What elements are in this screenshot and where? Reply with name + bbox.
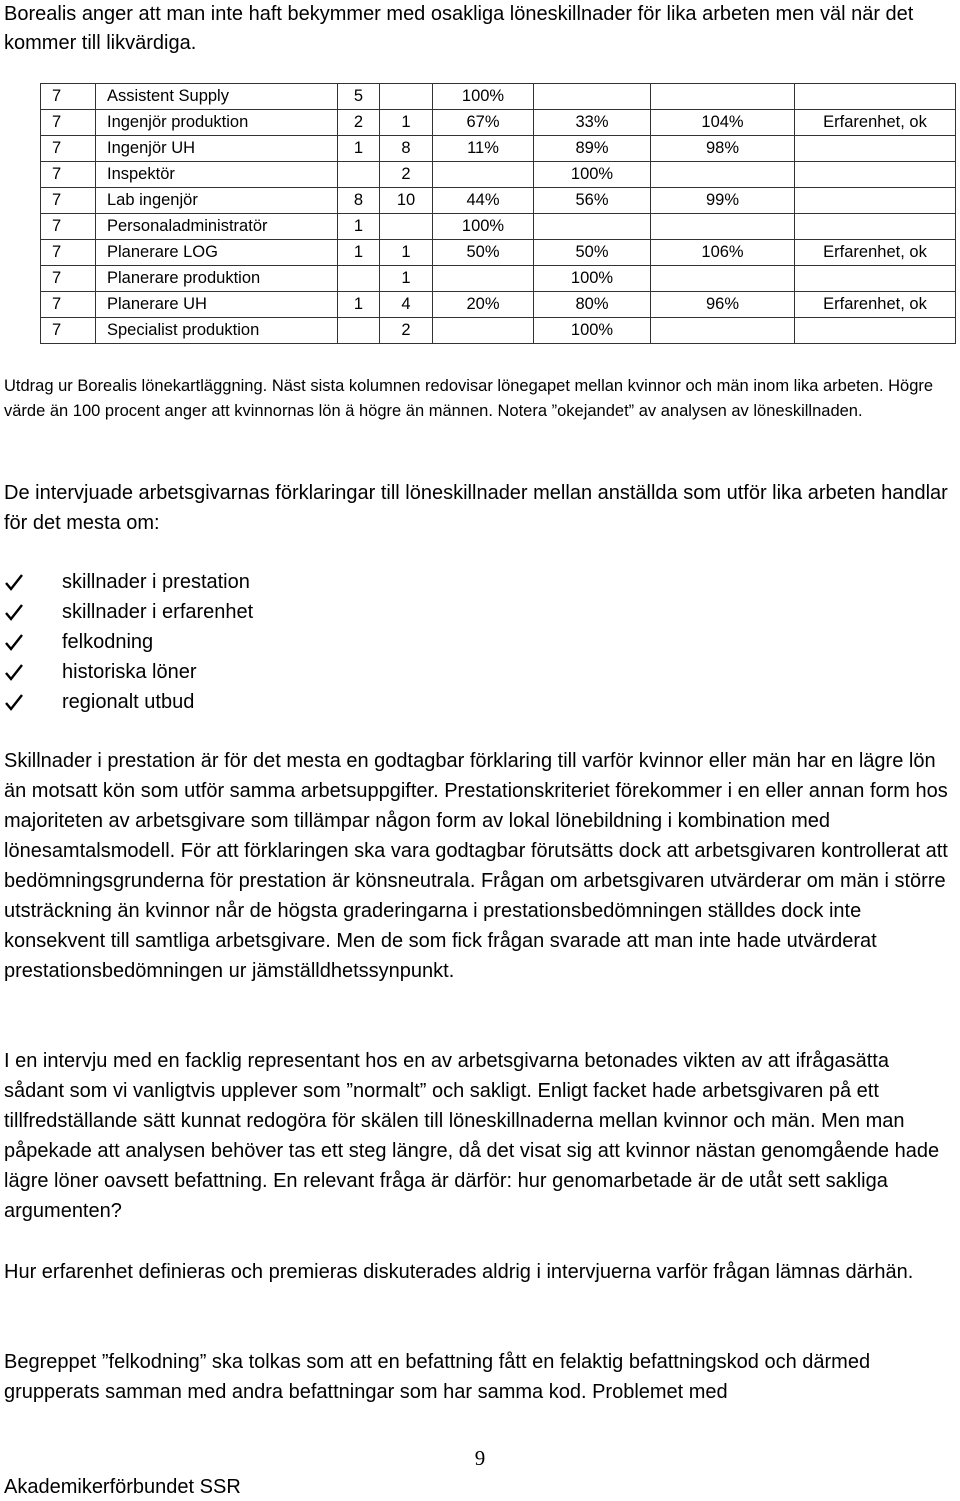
table-cell: 50% (433, 240, 534, 266)
table-cell: 98% (651, 136, 795, 162)
table-cell: Erfarenhet, ok (795, 110, 956, 136)
table-cell: Assistent Supply (96, 84, 338, 110)
table-cell: Lab ingenjör (96, 188, 338, 214)
table-cell (795, 318, 956, 344)
explanation-checklist (4, 567, 253, 717)
checklist-label: regionalt utbud (62, 691, 195, 713)
table-cell: 2 (338, 110, 380, 136)
table-cell: 7 (41, 110, 96, 136)
table-cell (433, 318, 534, 344)
table-cell: 100% (433, 84, 534, 110)
table-cell: Erfarenhet, ok (795, 240, 956, 266)
table-cell: 2 (380, 318, 433, 344)
table-cell: 1 (338, 292, 380, 318)
paragraph-explanations: De intervjuade arbetsgivarnas förklaringar till löneskillnader mellan anställda som utför lika arbeten handlar för det mesta om: (4, 482, 948, 534)
table-row (41, 240, 956, 266)
table-cell (338, 266, 380, 292)
table-cell (651, 84, 795, 110)
table-row (41, 84, 956, 110)
paragraph-performance: Skillnader i prestation är för det mesta en godtagbar förklaring till varför kvinnor eller män har en lägre lön än motsatt kön som utför samma arbetsuppgifter. Prestationskriteriet förekommer i en eller annan form hos majoriteten av arbetsgivare som tillämpar någon form av lokal lönebildning i kombination med lönesamtalsmodell. För att förklaringen ska vara godtagbar förutsätts dock att arbetsgivaren kontrollerat att bedömningsgrunderna för prestation är könsneutrala. Frågan om arbetsgivaren utvärderar om män i större utsträckning än kvinnor når de högsta graderingarna i prestationsbedömningen ställdes dock inte konsekvent till samtliga arbetsgivare. Men de som fick frågan svarade att man inte hade utvärderat prestationsbedömningen ur jämställdhetssynpunkt. (4, 750, 948, 982)
checklist-label: felkodning (62, 631, 154, 653)
table-cell (795, 136, 956, 162)
table-cell: Planerare LOG (96, 240, 338, 266)
checkmark-icon (4, 573, 62, 591)
table-row (41, 214, 956, 240)
table-cell (795, 266, 956, 292)
table-cell: 7 (41, 136, 96, 162)
table-cell: 1 (338, 136, 380, 162)
table-cell: 80% (534, 292, 651, 318)
table-cell: 1 (380, 240, 433, 266)
table-cell (534, 214, 651, 240)
salary-table (40, 83, 956, 344)
table-cell: Erfarenhet, ok (795, 292, 956, 318)
table-cell: Planerare UH (96, 292, 338, 318)
table-cell: 67% (433, 110, 534, 136)
table-row (41, 318, 956, 344)
table-cell (795, 162, 956, 188)
checklist-item (4, 657, 253, 687)
table-cell: 100% (534, 318, 651, 344)
checklist-label: skillnader i erfarenhet (62, 601, 254, 623)
table-cell: 96% (651, 292, 795, 318)
table-cell: 7 (41, 240, 96, 266)
table-cell: 20% (433, 292, 534, 318)
table-cell: 7 (41, 188, 96, 214)
table-cell (433, 266, 534, 292)
checklist-label: skillnader i prestation (62, 571, 250, 593)
table-cell: 5 (338, 84, 380, 110)
table-cell: Planerare produktion (96, 266, 338, 292)
table-cell (795, 84, 956, 110)
table-cell: Personaladministratör (96, 214, 338, 240)
checklist-label: historiska löner (62, 661, 197, 683)
paragraph-union-interview: I en intervju med en facklig representant hos en av arbetsgivarna betonades vikten av att ifrågasätta sådant som vi vanligtvis upplever som ”normalt” och sakligt. Enligt facket hade arbetsgivaren på ett tillfredställande sätt kunnat redogöra för skälen till löneskillnaderna mellan kvinnor och män. Men man påpekade att analysen behöver tas ett steg längre, då det visat sig att kvinnor nästan genomgående hade lägre löner oavsett befattning. En relevant fråga är därför: hur genomarbetade är de utåt sett sakliga argumenten? (4, 1050, 940, 1222)
table-cell (380, 84, 433, 110)
table-cell: 8 (380, 136, 433, 162)
table-cell (651, 214, 795, 240)
checkmark-icon (4, 603, 62, 621)
table-cell: 7 (41, 162, 96, 188)
table-cell: 50% (534, 240, 651, 266)
table-cell: Ingenjör UH (96, 136, 338, 162)
footer-organization: Akademikerförbundet SSR (4, 1476, 241, 1498)
table-cell: 89% (534, 136, 651, 162)
table-cell (338, 318, 380, 344)
table-cell: Ingenjör produktion (96, 110, 338, 136)
table-cell: 1 (380, 266, 433, 292)
table-row (41, 162, 956, 188)
checklist-item (4, 627, 253, 657)
intro-paragraph: Borealis anger att man inte haft bekymmer med osakliga löneskillnader för lika arbeten men väl när det kommer till likvärdiga. (4, 3, 914, 54)
table-row (41, 266, 956, 292)
table-cell: 44% (433, 188, 534, 214)
table-cell: 7 (41, 318, 96, 344)
table-cell: 7 (41, 84, 96, 110)
table-cell: 10 (380, 188, 433, 214)
checklist-item (4, 597, 253, 627)
table-cell: 7 (41, 266, 96, 292)
table-cell: 11% (433, 136, 534, 162)
table-cell: Inspektör (96, 162, 338, 188)
table-cell: Specialist produktion (96, 318, 338, 344)
table-cell: 2 (380, 162, 433, 188)
table-cell: 33% (534, 110, 651, 136)
table-cell (795, 188, 956, 214)
table-cell: 7 (41, 214, 96, 240)
table-cell: 106% (651, 240, 795, 266)
table-cell (795, 214, 956, 240)
table-cell: 1 (338, 240, 380, 266)
paragraph-experience: Hur erfarenhet definieras och premieras diskuterades aldrig i intervjuerna varför frågan lämnas därhän. (4, 1261, 914, 1283)
checklist-item (4, 567, 253, 597)
checkmark-icon (4, 633, 62, 651)
table-cell (651, 162, 795, 188)
table-cell (380, 214, 433, 240)
table-cell (433, 162, 534, 188)
table-cell (651, 266, 795, 292)
table-cell: 1 (338, 214, 380, 240)
table-cell: 100% (534, 162, 651, 188)
paragraph-miscoding: Begreppet ”felkodning” ska tolkas som att en befattning fått en felaktig befattningskod och därmed grupperats samman med andra befattningar som har samma kod. Problemet med (4, 1351, 871, 1403)
table-caption: Utdrag ur Borealis lönekartläggning. Näst sista kolumnen redovisar lönegapet mellan kvinnor och män inom lika arbeten. Högre värde än 100 procent anger att kvinnornas lön ä högre än männen. Notera ”okejandet” av analysen av löneskillnaden. (4, 377, 934, 420)
table-cell: 104% (651, 110, 795, 136)
page-number: 9 (474, 1446, 486, 1470)
table-row (41, 188, 956, 214)
table-cell: 99% (651, 188, 795, 214)
table-row (41, 110, 956, 136)
checklist-item (4, 687, 253, 717)
table-cell: 100% (433, 214, 534, 240)
table-cell (534, 84, 651, 110)
table-cell: 7 (41, 292, 96, 318)
salary-table-body (41, 84, 956, 344)
table-cell: 4 (380, 292, 433, 318)
table-cell (651, 318, 795, 344)
table-row (41, 292, 956, 318)
table-cell: 100% (534, 266, 651, 292)
table-cell: 8 (338, 188, 380, 214)
table-cell: 1 (380, 110, 433, 136)
table-cell: 56% (534, 188, 651, 214)
checkmark-icon (4, 693, 62, 711)
checkmark-icon (4, 663, 62, 681)
table-cell (338, 162, 380, 188)
table-row (41, 136, 956, 162)
